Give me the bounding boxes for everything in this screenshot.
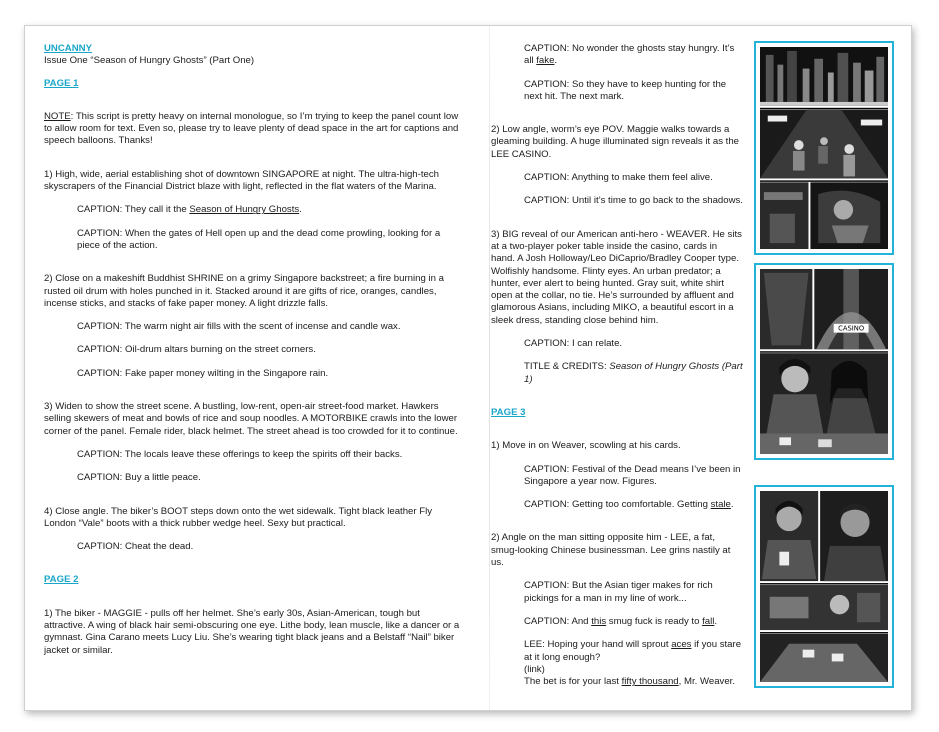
caption: CAPTION: But the Asian tiger makes for rich pickings for a man in my line of work...: [524, 580, 713, 604]
page-1-art-thumbnail: [754, 41, 894, 255]
script-title: UNCANNY: [44, 43, 92, 54]
page-2-heading: PAGE 2: [44, 574, 79, 586]
page-3-panel-1: 1) Move in on Weaver, scowling at his cards.: [491, 440, 681, 452]
page-2-panel-2: 2) Low angle, worm’s eye POV. Maggie walks towards a gleaming building. A huge illuminated sign reveals it as the LEE CASINO.: [491, 124, 739, 160]
caption: CAPTION: Oil-drum altars burning on the street corners.: [77, 344, 316, 356]
lee-dialogue-bet: The bet is for your last fifty thousand, Mr. Weaver.: [524, 676, 735, 688]
caption: CAPTION: Festival of the Dead means I’ve been in Singapore a year now. Figures.: [524, 463, 741, 487]
page-3-heading: PAGE 3: [491, 406, 526, 418]
lee-dialogue: LEE: Hoping your hand will sprout aces if you stare at it long enough?: [524, 639, 742, 663]
page-2-art-thumbnail: [754, 263, 894, 460]
right-page: [491, 43, 743, 688]
page-1-panel-4: 4) Close angle. The biker’s BOOT steps down onto the wet sidewalk. Tight black leather Fly London “Vale” boots with a thick rubber wedge heel. Sexy but practical.: [44, 505, 433, 529]
caption: CAPTION: No wonder the ghosts stay hungry. It’s all fake.: [524, 43, 735, 67]
caption: CAPTION: Fake paper money wilting in the Singapore rain.: [77, 367, 329, 379]
page-3-panel-2: 2) Angle on the man sitting opposite him - LEE, a fat, smug-looking Chinese businessman. Lee grins nastily at us.: [491, 532, 731, 569]
caption: CAPTION: And this smug fuck is ready to fall.: [524, 615, 718, 627]
casino-illustration: [760, 269, 888, 454]
link-note: (link): [524, 663, 545, 675]
left-page: [44, 43, 464, 657]
caption: CAPTION: I can relate.: [524, 338, 623, 350]
caption: CAPTION: The locals leave these offerings to keep the spirits off their backs.: [77, 448, 403, 460]
page-1-heading: PAGE 1: [44, 77, 79, 89]
poker-table-illustration: [760, 491, 888, 682]
page-2-panel-1: 1) The biker - MAGGIE - pulls off her helmet. She’s early 30s, Asian-American, tough but attractive. A wing of black hair semi-obscuring one eye. Lithe body, lean muscle, like a dancer or a gymnast. Gina Carano meets Lucy Liu. She’s wearing tight black jeans and a Belstaff “Nail” biker jacket or similar.: [44, 607, 460, 656]
caption: CAPTION: Getting too comfortable. Getting stale.: [524, 499, 734, 511]
caption: CAPTION: So they have to keep hunting for the next hit. The next mark.: [524, 78, 727, 102]
caption: CAPTION: Until it’s time to go back to the shadows.: [524, 195, 743, 207]
caption: CAPTION: When the gates of Hell open up and the dead come prowling, looking for a piece of the action.: [77, 227, 441, 251]
page-3-art-thumbnail: [754, 485, 894, 688]
page-gutter: [489, 26, 490, 710]
page-1-panel-3: 3) Widen to show the street scene. A bustling, low-rent, open-air street-food market. Hawkers selling skewers of meat and bowls of rice and soup noodles. A MOTORBIKE crawls into the lower corner of the panel. Female rider, black helmet. The street ahead is too crowded for it to continue.: [44, 401, 458, 437]
caption: CAPTION: Anything to make them feel alive.: [524, 172, 713, 184]
note-label: NOTE: [44, 110, 71, 122]
page-1-panel-2: 2) Close on a makeshift Buddhist SHRINE on a grimy Singapore backstreet; a fire burning in a rusted oil drum with holes punched in it. Stacked around it are gifts of rice, oranges, candles, incense sticks, and stacks of fake paper money. A light drizzle falls.: [44, 273, 444, 309]
note-text: : This script is pretty heavy on internal monologue, so I’m trying to keep the panel count low to allow room for text. Even so, please try to leave plenty of dead space in the art for captions and speech balloons. Thanks!: [44, 110, 459, 147]
casino-sign: CASINO: [838, 324, 865, 333]
caption: CAPTION: Buy a little peace.: [77, 472, 201, 484]
caption: CAPTION: The warm night air fills with the scent of incense and candle wax.: [77, 321, 401, 333]
city-night-illustration: [760, 47, 888, 249]
page-1-panel-1: 1) High, wide, aerial establishing shot of downtown SINGAPORE at night. The ultra-high-tech skyscrapers of the Financial District blaze with light, reflected in the flat waters of the Marina.: [44, 168, 439, 193]
caption: CAPTION: They call it the Season of Hungry Ghosts.: [77, 204, 302, 216]
caption: CAPTION: Cheat the dead.: [77, 541, 194, 553]
title-credits: TITLE & CREDITS: Season of Hungry Ghosts (Part 1): [524, 361, 743, 385]
issue-line: Issue One “Season of Hungry Ghosts” (Part One): [44, 55, 255, 67]
script-spread: [24, 25, 912, 711]
page-1-note: [44, 111, 464, 148]
page-2-panel-3: 3) BIG reveal of our American anti-hero - WEAVER. He sits at a two-player poker table inside the casino, cards in hand. A Josh Holloway/Leo DiCaprio/Bradley Cooper type. Wolfishly handsome. Flinty eyes. An urban predator; a hunter, ever alert to being hunted. Gray suit, white shirt open at the collar, no tie. He’s surrounded by affluent and glamorous Asians, including MIKO, a beautiful escort in a sleek dress, standing close behind him.: [491, 228, 742, 326]
